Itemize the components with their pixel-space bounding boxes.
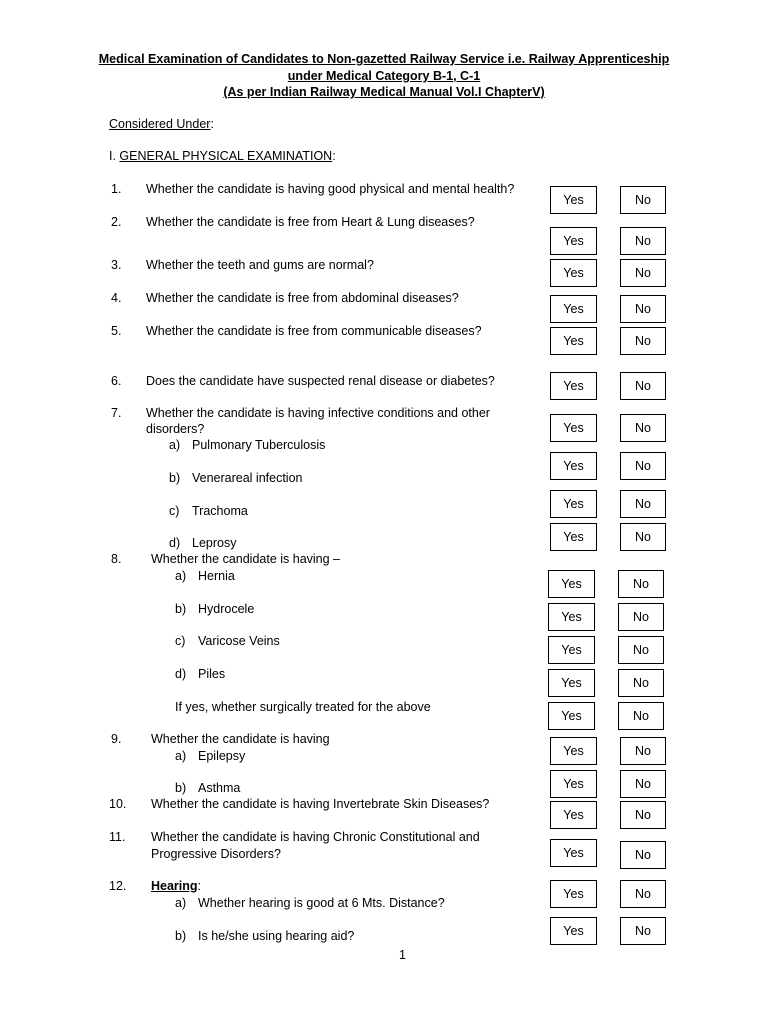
question-text: Whether the candidate is having –: [151, 552, 341, 566]
yes-box[interactable]: Yes: [550, 414, 597, 442]
subitem-letter: b): [175, 781, 187, 795]
subitem-letter: c): [169, 504, 180, 518]
no-box[interactable]: No: [620, 770, 666, 798]
subitem-text: Venerareal infection: [192, 471, 303, 485]
question-text: disorders?: [146, 422, 205, 436]
subitem-text: Trachoma: [192, 504, 248, 518]
question-text: Whether the candidate is having: [151, 732, 330, 746]
subitem-letter: a): [175, 749, 187, 763]
subitem-text: Pulmonary Tuberculosis: [192, 438, 326, 452]
no-box[interactable]: No: [620, 490, 666, 518]
question-number: 5.: [111, 324, 122, 338]
yes-box[interactable]: Yes: [550, 227, 597, 255]
yes-box[interactable]: Yes: [548, 570, 595, 598]
question-text: Progressive Disorders?: [151, 847, 281, 861]
question-text: Whether the candidate is free from abdominal diseases?: [146, 291, 459, 305]
yes-box[interactable]: Yes: [550, 452, 597, 480]
yes-box[interactable]: Yes: [550, 737, 597, 765]
yes-box[interactable]: Yes: [550, 880, 597, 908]
page-number: 1: [399, 948, 406, 962]
yes-box[interactable]: Yes: [550, 917, 597, 945]
question-number: 12.: [109, 879, 127, 893]
no-box[interactable]: No: [620, 452, 666, 480]
question-number: 11.: [109, 830, 126, 844]
subitem-letter: d): [169, 536, 181, 550]
no-box[interactable]: No: [618, 669, 664, 697]
subitem-text: Varicose Veins: [198, 634, 280, 648]
question-text: Whether the candidate is free from communicable diseases?: [146, 324, 482, 338]
yes-box[interactable]: Yes: [550, 770, 597, 798]
doc-title-line-2: under Medical Category B-1, C-1: [287, 69, 481, 83]
subitem-text: Asthma: [198, 781, 241, 795]
subitem-letter: b): [175, 929, 187, 943]
yes-box[interactable]: Yes: [550, 372, 597, 400]
subitem-letter: d): [175, 667, 187, 681]
question-number: 9.: [111, 732, 122, 746]
yes-box[interactable]: Yes: [550, 839, 597, 867]
no-box[interactable]: No: [620, 801, 666, 829]
subitem-text: Leprosy: [192, 536, 237, 550]
subitem-text: Hydrocele: [198, 602, 255, 616]
subitem-text: Piles: [198, 667, 226, 681]
no-box[interactable]: No: [620, 880, 666, 908]
question-text: Does the candidate have suspected renal disease or diabetes?: [146, 374, 495, 388]
no-box[interactable]: No: [620, 523, 666, 551]
no-box[interactable]: No: [620, 186, 666, 214]
subitem-text: Is he/she using hearing aid?: [198, 929, 355, 943]
no-box[interactable]: No: [620, 227, 666, 255]
section-heading: I. GENERAL PHYSICAL EXAMINATION:: [109, 149, 336, 163]
yes-box[interactable]: Yes: [548, 669, 595, 697]
yes-box[interactable]: Yes: [548, 702, 595, 730]
subitem-letter: b): [175, 602, 187, 616]
followup-text: If yes, whether surgically treated for the above: [175, 700, 431, 714]
no-box[interactable]: No: [620, 414, 666, 442]
question-text: Whether the candidate is having Chronic Constitutional and: [151, 830, 480, 844]
no-box[interactable]: No: [618, 702, 664, 730]
no-box[interactable]: No: [620, 295, 666, 323]
question-number: 7.: [111, 406, 122, 420]
yes-box[interactable]: Yes: [548, 603, 595, 631]
yes-box[interactable]: Yes: [550, 327, 597, 355]
subitem-letter: a): [175, 569, 187, 583]
yes-box[interactable]: Yes: [550, 186, 597, 214]
question-text: Whether the candidate is having good physical and mental health?: [146, 182, 515, 196]
considered-under: Considered Under:: [109, 117, 214, 131]
question-text: Whether the candidate is free from Heart & Lung diseases?: [146, 215, 475, 229]
no-box[interactable]: No: [620, 259, 666, 287]
yes-box[interactable]: Yes: [550, 801, 597, 829]
doc-title-line-1: Medical Examination of Candidates to Non-gazetted Railway Service i.e. Railway Apprenticeship: [98, 52, 670, 66]
question-number: 3.: [111, 258, 122, 272]
question-number: 4.: [111, 291, 122, 305]
question-text: Whether the candidate is having Invertebrate Skin Diseases?: [151, 797, 490, 811]
subitem-text: Hernia: [198, 569, 235, 583]
no-box[interactable]: No: [620, 917, 666, 945]
no-box[interactable]: No: [618, 570, 664, 598]
subitem-letter: c): [175, 634, 186, 648]
subitem-letter: a): [175, 896, 187, 910]
question-number: 2.: [111, 215, 122, 229]
question-number: 6.: [111, 374, 122, 388]
subitem-letter: a): [169, 438, 181, 452]
no-box[interactable]: No: [620, 327, 666, 355]
doc-title-line-3: (As per Indian Railway Medical Manual Vol.I ChapterV): [223, 85, 545, 99]
question-number: 10.: [109, 797, 127, 811]
yes-box[interactable]: Yes: [548, 636, 595, 664]
yes-box[interactable]: Yes: [550, 523, 597, 551]
yes-box[interactable]: Yes: [550, 295, 597, 323]
question-text: Whether the teeth and gums are normal?: [146, 258, 374, 272]
subitem-text: Epilepsy: [198, 749, 246, 763]
question-text: Whether the candidate is having infective conditions and other: [146, 406, 490, 420]
question-number: 8.: [111, 552, 122, 566]
yes-box[interactable]: Yes: [550, 490, 597, 518]
no-box[interactable]: No: [618, 603, 664, 631]
no-box[interactable]: No: [620, 737, 666, 765]
question-text: Hearing:: [151, 879, 202, 893]
no-box[interactable]: No: [618, 636, 664, 664]
no-box[interactable]: No: [620, 841, 666, 869]
no-box[interactable]: No: [620, 372, 666, 400]
subitem-letter: b): [169, 471, 181, 485]
question-number: 1.: [111, 182, 122, 196]
subitem-text: Whether hearing is good at 6 Mts. Distance?: [198, 896, 445, 910]
yes-box[interactable]: Yes: [550, 259, 597, 287]
